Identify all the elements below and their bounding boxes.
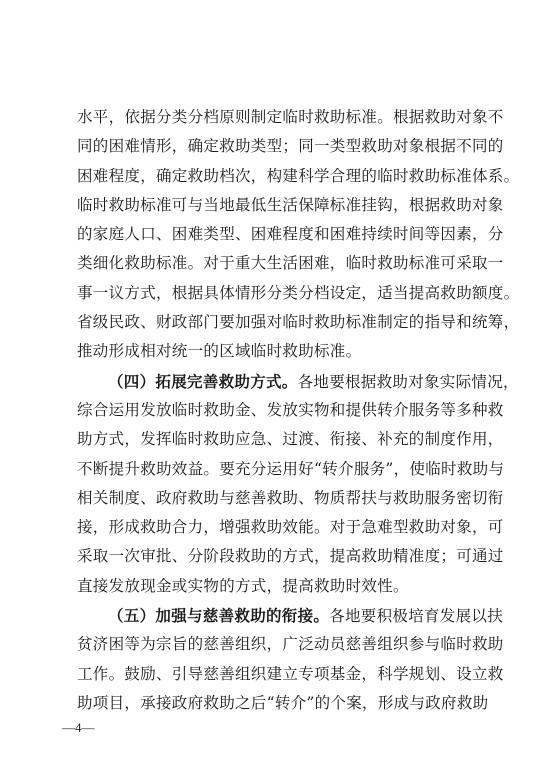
text-line: 省级民政、财政部门要加强对临时救助标准制定的指导和统筹，: [77, 313, 520, 332]
text-line: 助方式，发挥临时救助应急、过渡、衔接、补充的制度作用，: [77, 430, 504, 449]
text-line: 类细化救助标准。对于重大生活困难，临时救助标准可采取一: [77, 254, 504, 273]
page-number: —4—: [62, 720, 95, 735]
text-line: 临时救助标准可与当地最低生活保障标准挂钩，根据救助对象: [77, 195, 504, 214]
text-line-rest: 各地要根据救助对象实际情况，: [297, 372, 519, 391]
text-line: 相关制度、政府救助与慈善救助、物质帮扶与救助服务密切衔: [77, 488, 504, 507]
text-line: 水平，依据分类分档原则制定临时救助标准。根据救助对象不: [77, 108, 504, 126]
text-line: 同的困难情形，确定救助类型；同一类型救助对象根据不同的: [77, 137, 504, 156]
text-line: 直接发放现金或实物的方式，提高救助时效性。: [77, 576, 409, 595]
paragraph-1: [77, 103, 520, 367]
text-line: 不断提升救助效益。要充分运用好“转介服务”，使临时救助与: [77, 459, 505, 478]
section-heading-5: （五）加强与慈善救助的衔接。: [108, 606, 330, 626]
text-line: 综合运用发放临时救助金、发放实物和提供转介服务等多种救: [77, 400, 504, 419]
text-line-first: [77, 367, 519, 396]
section-heading-4: （四）拓展完善救助方式。: [108, 371, 298, 391]
text-line: 工作。鼓励、引导慈善组织建立专项基金，科学规划、设立救: [77, 664, 504, 683]
text-line: 困难程度，确定救助档次，构建科学合理的临时救助标准体系。: [77, 166, 520, 185]
text-line: 贫济困等为宗旨的慈善组织，广泛动员慈善组织参与临时救助: [77, 635, 504, 654]
body-text: [77, 103, 520, 718]
paragraph-2: [77, 367, 519, 601]
paragraph-3: [77, 601, 504, 718]
text-line: 采取一次审批、分阶段救助的方式，提高救助精准度；可通过: [77, 547, 504, 566]
text-line: 助项目，承接政府救助之后“转介”的个案，形成与政府救助: [77, 693, 489, 712]
text-line: 接，形成救助合力，增强救助效能。对于急难型救助对象，可: [77, 518, 504, 537]
text-line: 推动形成相对统一的区域临时救助标准。: [77, 342, 362, 361]
text-line: 事一议方式，根据具体情形分类分档设定，适当提高救助额度。: [77, 283, 520, 302]
text-line-first: [77, 601, 504, 630]
text-line-rest: 各地要积极培育发展以扶: [329, 607, 504, 626]
text-line: 的家庭人口、困难类型、困难程度和困难持续时间等因素，分: [77, 225, 504, 244]
